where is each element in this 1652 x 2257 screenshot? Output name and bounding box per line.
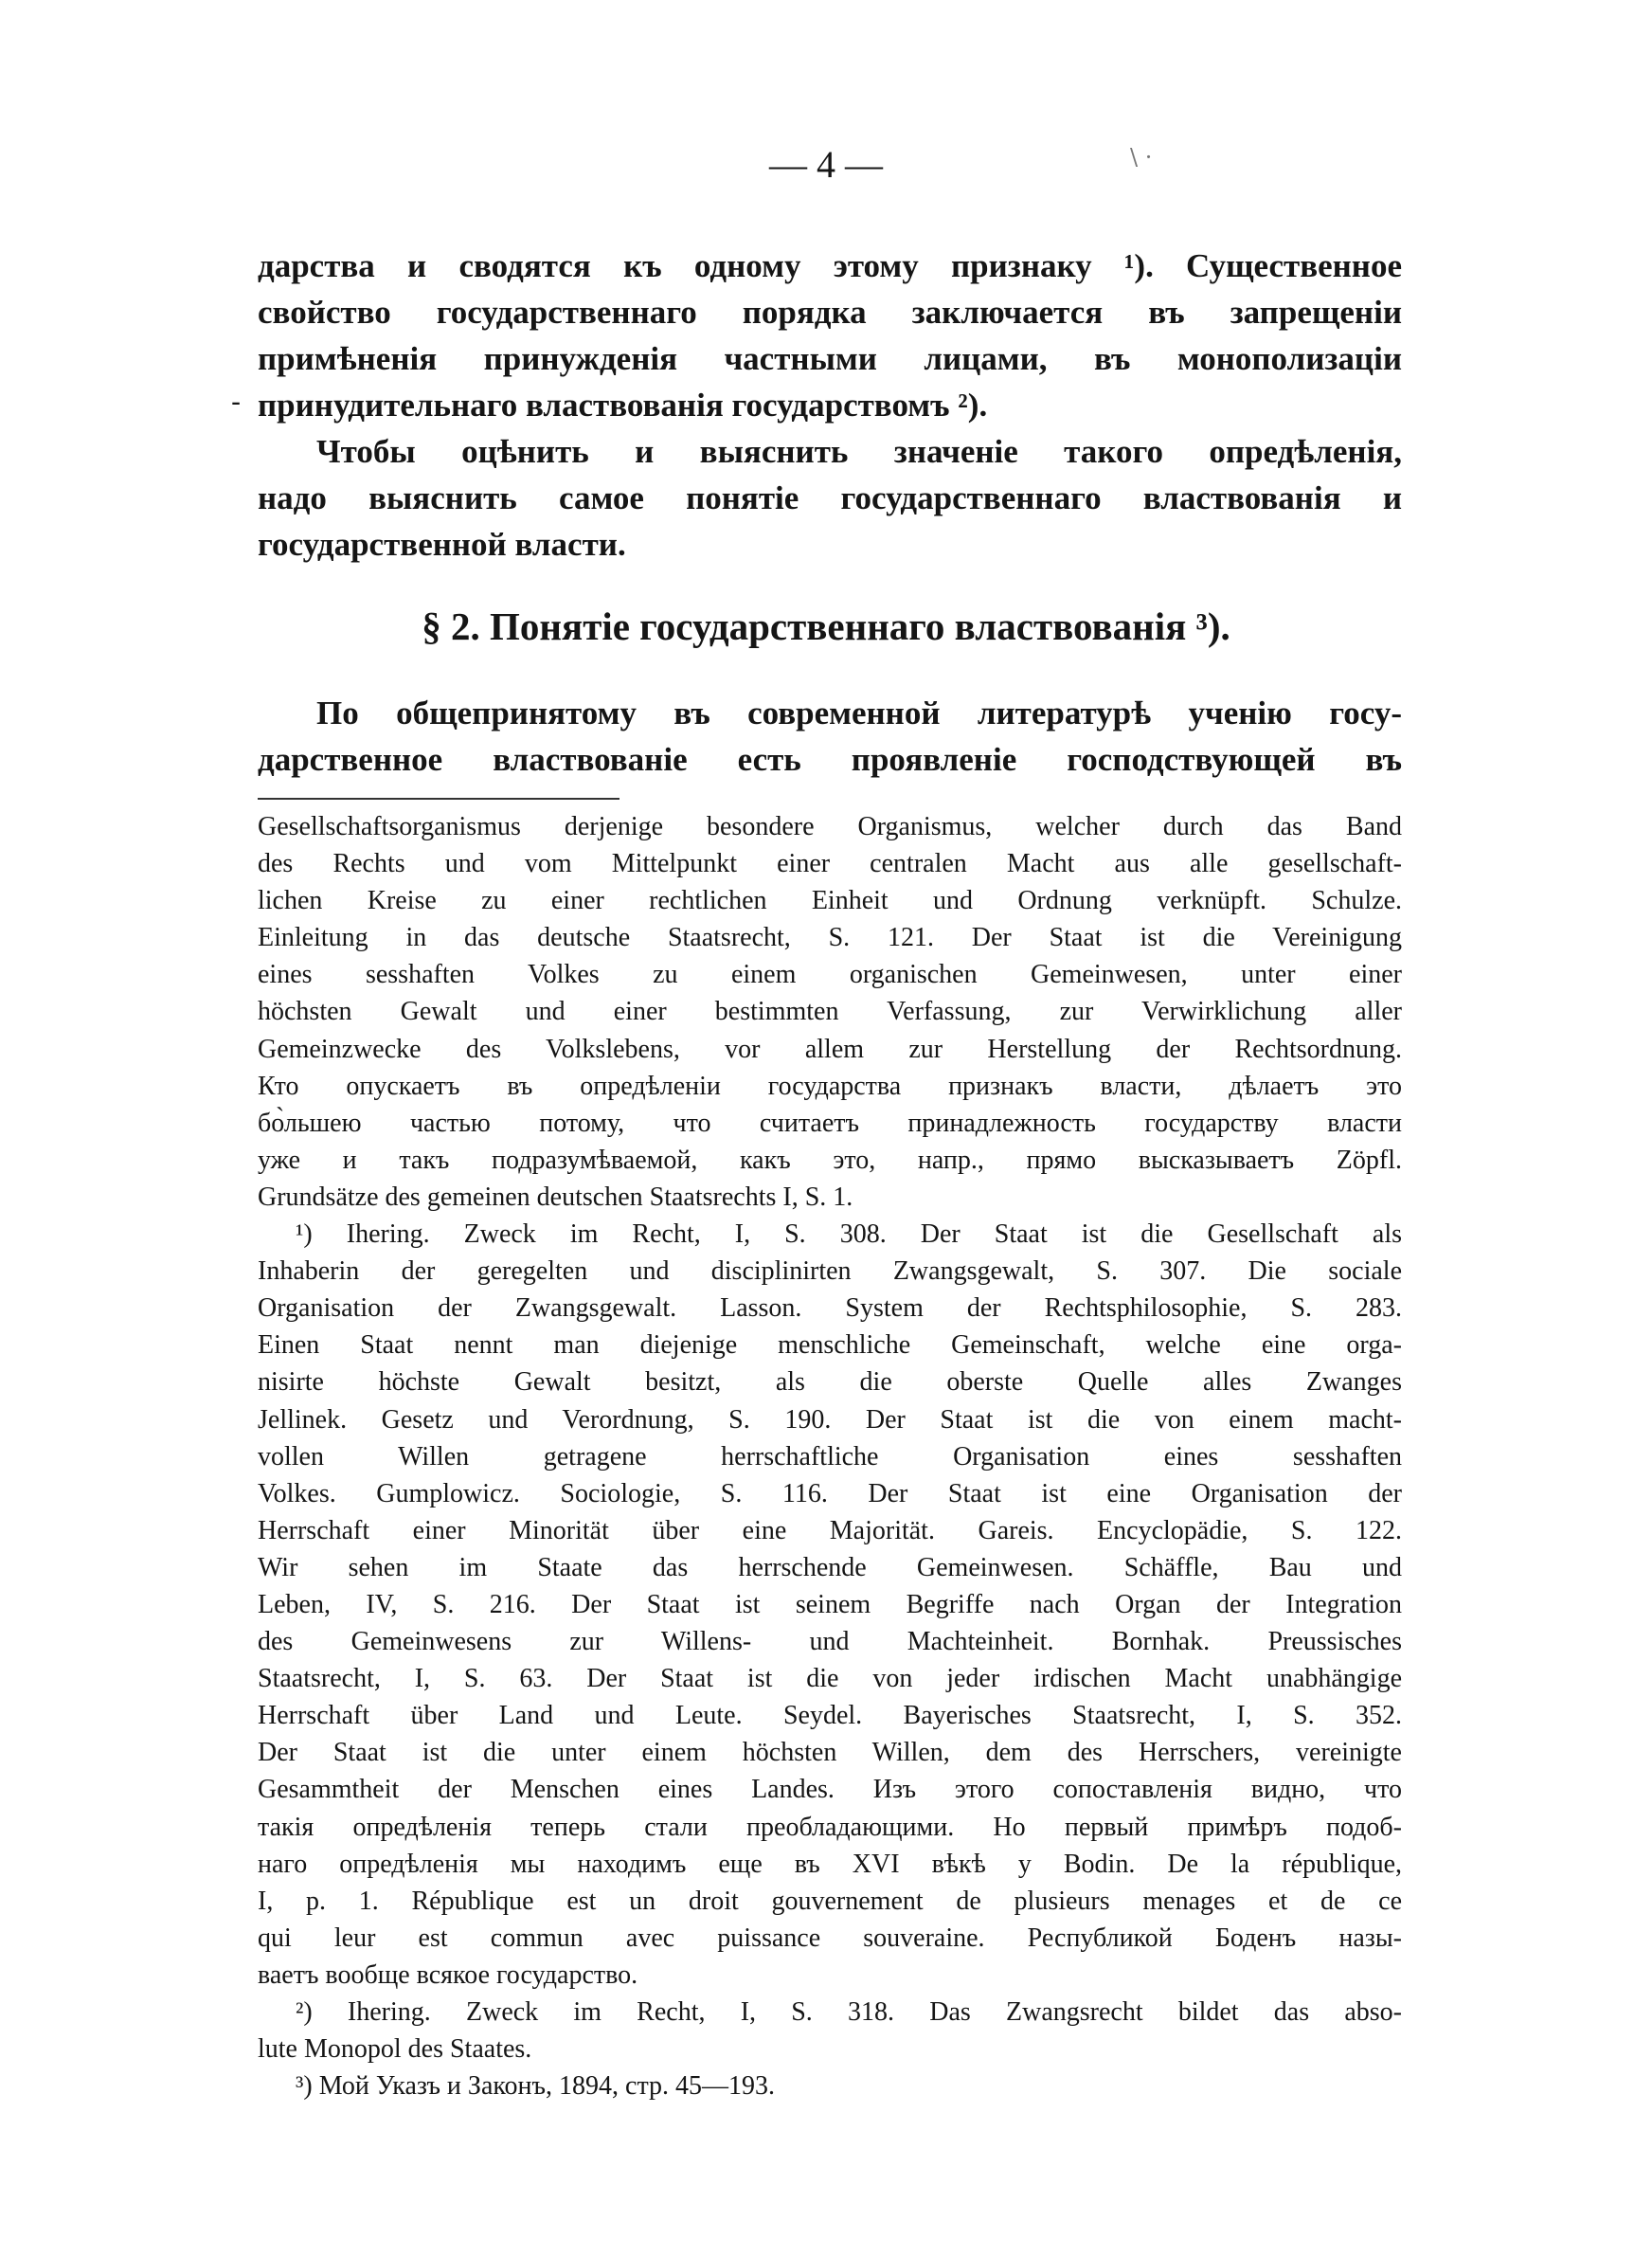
paragraph-3 — [258, 690, 1402, 783]
footnote-2 — [258, 1994, 1402, 2067]
footnote-line: ваетъ вообще всякое государство. — [258, 1959, 638, 1990]
footnote-line: Herrschaft einer Minorität über eine Majorität. Gareis. Encyclopädie, S. 122. — [258, 1515, 1402, 1545]
footnote-line: lute Monopol des Staates. — [258, 2034, 532, 2065]
footnote-line: Gesammtheit der Menschen eines Landes. Изъ этого сопоставленія видно, что — [258, 1775, 1402, 1805]
footnote-line: lichen Kreise zu einer rechtlichen Einheit und Ordnung verknüpft. Schulze. — [258, 886, 1402, 916]
footnote-line: I, p. 1. République est un droit gouvernement de plusieurs menages et de ce — [258, 1886, 1402, 1916]
footnote-line: qui leur est commun avec puissance souveraine. Республикой Боденъ назы- — [258, 1923, 1402, 1953]
footnote-line: наго опредѣленія мы находимъ еще въ XVI вѣкѣ у Bodin. De la république, — [258, 1849, 1402, 1879]
footnote-line: des Rechts und vom Mittelpunkt einer centralen Macht aus alle gesellschaft- — [258, 849, 1402, 879]
footnote-line: Herrschaft über Land und Leute. Seydel. Bayerisches Staatsrecht, I, S. 352. — [258, 1701, 1402, 1731]
text-line: дарства и сводятся къ одному этому признаку ¹). Существенное — [258, 247, 1402, 284]
footnote-line: des Gemeinwesens zur Willens- und Machteinheit. Bornhak. Preussisches — [258, 1627, 1402, 1657]
paragraph-1 — [258, 243, 1402, 428]
footnotes — [258, 808, 1402, 2104]
text-line: государственной власти. — [258, 526, 626, 563]
footnote-line: Wir sehen im Staate das herrschende Gemeinwesen. Schäffle, Bau und — [258, 1552, 1402, 1582]
text-line: принудительнаго властвованія государствомъ ²). — [258, 387, 988, 424]
text-line: Чтобы оцѣнить и выяснить значеніе такого опредѣленія, — [316, 433, 1402, 470]
footnote-line: Der Staat ist die unter einem höchsten Willen, dem des Herrschers, vereinigte — [258, 1738, 1402, 1768]
footnote-line: ³) Мой Указъ и Законъ, 1894, стр. 45—193. — [296, 2071, 776, 2102]
footnote-line: höchsten Gewalt und einer bestimmten Verfassung, zur Verwirklichung aller — [258, 997, 1402, 1027]
footnote-line: уже и такъ подразумѣваемой, какъ это, напр., прямо высказываетъ Zöpfl. — [258, 1145, 1402, 1175]
footnote-1 — [258, 1216, 1402, 1994]
footnote-line: vollen Willen getragene herrschaftliche Organisation eines sesshaften — [258, 1441, 1402, 1472]
footnote-continuation — [258, 808, 1402, 1216]
footnote-line: Organisation der Zwangsgewalt. Lasson. System der Rechtsphilosophie, S. 283. — [258, 1293, 1402, 1324]
footnote-line: Gesellschaftsorganismus derjenige besondere Organismus, welcher durch das Band — [258, 812, 1402, 841]
footnote-line: Кто опускаетъ въ опредѣленіи государства признакъ власти, дѣлаетъ это — [258, 1071, 1402, 1101]
footnote-line: Leben, IV, S. 216. Der Staat ist seinem Begriffe nach Organ der Integration — [258, 1589, 1402, 1619]
footnote-separator — [258, 798, 620, 800]
footnote-line: Grundsätze des gemeinen deutschen Staatsrechts I, S. 1. — [258, 1182, 853, 1212]
footnote-line: Gemeinzwecke des Volkslebens, vor allem zur Herstellung der Rechtsordnung. — [258, 1034, 1402, 1064]
footnote-line: Inhaberin der geregelten und disciplinirten Zwangsgewalt, S. 307. Die sociale — [258, 1256, 1402, 1287]
footnote-line: eines sesshaften Volkes zu einem organischen Gemeinwesen, unter einer — [258, 960, 1402, 990]
text-line: По общепринятому въ современной литературѣ ученію госу- — [316, 695, 1402, 731]
text-line: свойство государственнаго порядка заключается въ запрещеніи — [258, 294, 1402, 331]
paragraph-2 — [258, 428, 1402, 568]
footnote-line: Volkes. Gumplowicz. Sociologie, S. 116. Der Staat ist eine Organisation der — [258, 1478, 1402, 1508]
scan-mark: \ · — [1130, 144, 1153, 171]
footnote-line: такія опредѣленія теперь стали преобладающими. Но первый примѣръ подоб- — [258, 1812, 1402, 1842]
text-line: дарственное властвованіе есть проявленіе господствующей въ — [258, 741, 1402, 778]
footnote-line: ²) Ihering. Zweck im Recht, I, S. 318. Das Zwangsrecht bildet das abso- — [296, 1997, 1402, 2027]
footnote-line: nisirte höchste Gewalt besitzt, als die oberste Quelle alles Zwanges — [258, 1367, 1402, 1398]
text-line: надо выяснить самое понятіе государственнаго властвованія и — [258, 479, 1402, 516]
footnote-line: Einleitung in das deutsche Staatsrecht, S. 121. Der Staat ist die Vereinigung — [258, 923, 1402, 953]
text-line: примѣненія принужденія частными лицами, въ монополизаціи — [258, 340, 1402, 377]
footnote-line: Einen Staat nennt man diejenige menschliche Gemeinschaft, welche eine orga- — [258, 1330, 1402, 1361]
page-number: — 4 — — [769, 143, 883, 186]
footnote-line: ¹) Ihering. Zweck im Recht, I, S. 308. Der Staat ist die Gesellschaft als — [296, 1219, 1402, 1250]
footnote-line: бо̀льшею частью потому, что считаетъ принадлежность государству власти — [258, 1108, 1402, 1138]
footnote-line: Jellinek. Gesetz und Verordnung, S. 190. Der Staat ist die von einem macht- — [258, 1404, 1402, 1435]
footnote-line: Staatsrecht, I, S. 63. Der Staat ist die von jeder irdischen Macht unabhängige — [258, 1664, 1402, 1694]
footnote-3 — [258, 2067, 1402, 2104]
margin-dash: - — [231, 386, 242, 419]
section-heading: § 2. Понятіе государственнаго властвованія ³). — [422, 605, 1230, 648]
